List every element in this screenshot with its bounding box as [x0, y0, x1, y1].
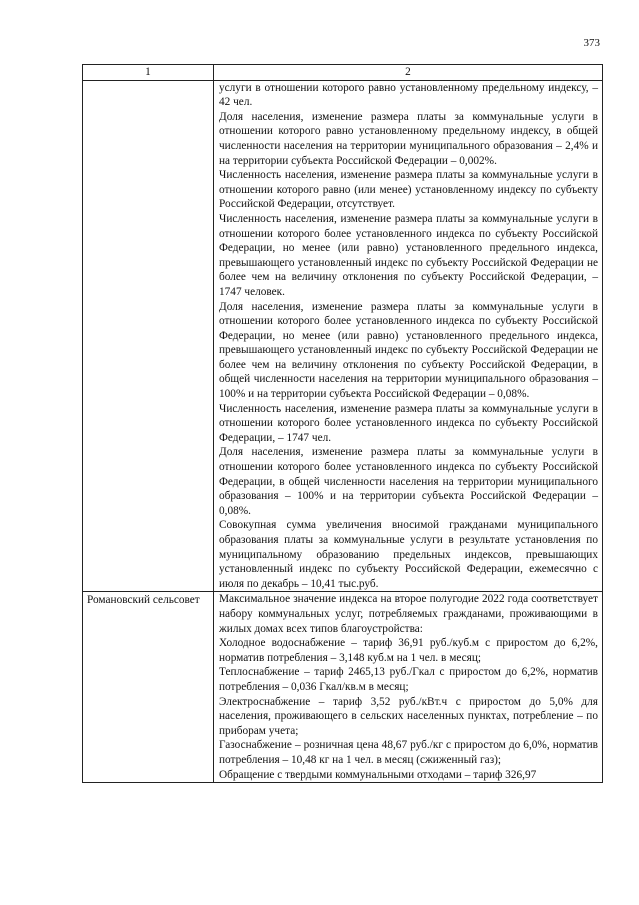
table-row [83, 592, 603, 783]
paragraph: Холодное водоснабжение – тариф 36,91 руб./куб.м с приростом до 6,2%, норматив потребления – 3,148 куб.м на 1 чел. в месяц; [219, 637, 598, 664]
column-header: 2 [214, 65, 603, 81]
paragraph: услуги в отношении которого равно установленному предельному индексу, – 42 чел. [219, 81, 598, 109]
page-number: 373 [583, 37, 600, 49]
municipality-cell: Романовский сельсовет [83, 592, 214, 783]
paragraph: Численность населения, изменение размера платы за коммунальные услуги в отношении которого более установленного индекса по субъекту Российской Федерации, – 1747 чел. [219, 402, 598, 444]
paragraph: Теплоснабжение – тариф 2465,13 руб./Гкал с приростом до 6,2%, норматив потребления – 0,036 Гкал/кв.м в месяц; [219, 666, 598, 693]
paragraph: Доля населения, изменение размера платы за коммунальные услуги в отношении которого более установленного индекса по субъекту Российской Федерации, но менее (или равно) установленного предельного индекса, превышающего установленный индекс по субъекту Российской Федерации не более чем на величину отклонения по субъекту Российской Федерации, в общей численности населения на территории муниципального образования – 100% и на территории субъекта Российской Федерации – 0,08%. [219, 300, 598, 401]
description-cell [214, 592, 603, 783]
table-row [83, 80, 603, 592]
paragraph: Численность населения, изменение размера платы за коммунальные услуги в отношении которого более установленного индекса по субъекту Российской Федерации, но менее (или равно) установленного предельного индекса, превышающего установленный индекс по субъекту Российской Федерации не более чем на величину отклонения по субъекту Российской Федерации, – 1747 человек. [219, 212, 598, 298]
paragraph: Доля населения, изменение размера платы за коммунальные услуги в отношении которого более установленного индекса по субъекту Российской Федерации, в общей численности населения на территории муниципального образования – 100% и на территории субъекта Российской Федерации – 0,08%. [219, 446, 598, 517]
paragraph: Максимальное значение индекса на второе полугодие 2022 года соответствует набору коммунальных услуг, потребляемых гражданами, проживающими в жилых домах всех типов благоустройства: [219, 593, 598, 635]
table-header-row [83, 65, 603, 81]
paragraph: Газоснабжение – розничная цена 48,67 руб./кг с приростом до 6,0%, норматив потребления – 10,48 кг на 1 чел. в месяц (сжиженный газ); [219, 739, 598, 766]
column-header: 1 [83, 65, 214, 81]
paragraph: Совокупная сумма увеличения вносимой гражданами муниципального образования платы за коммунальные услуги в результате установления по муниципальному образованию предельных индексов, превышающих установленный индекс по субъекту Российской Федерации, ежемесячно с июля по декабрь – 10,41 тыс.руб. [219, 519, 598, 590]
description-cell [214, 80, 603, 592]
paragraph: Доля населения, изменение размера платы за коммунальные услуги в отношении которого равно установленному предельному индексу, в общей численности населения на территории муниципального образования – 2,4% и на территории субъекта Российской Федерации – 0,002%. [219, 110, 598, 167]
municipality-cell [83, 80, 214, 592]
paragraph: Электроснабжение – тариф 3,52 руб./кВт.ч с приростом до 5,0% для населения, проживающего в сельских населенных пунктах, потребление – по приборам учета; [219, 695, 598, 737]
document-table [82, 64, 603, 783]
paragraph: Обращение с твердыми коммунальными отходами – тариф 326,97 [219, 768, 537, 781]
paragraph: Численность населения, изменение размера платы за коммунальные услуги в отношении которого равно (или менее) установленному индексу по субъекту Российской Федерации, отсутствует. [219, 169, 598, 211]
